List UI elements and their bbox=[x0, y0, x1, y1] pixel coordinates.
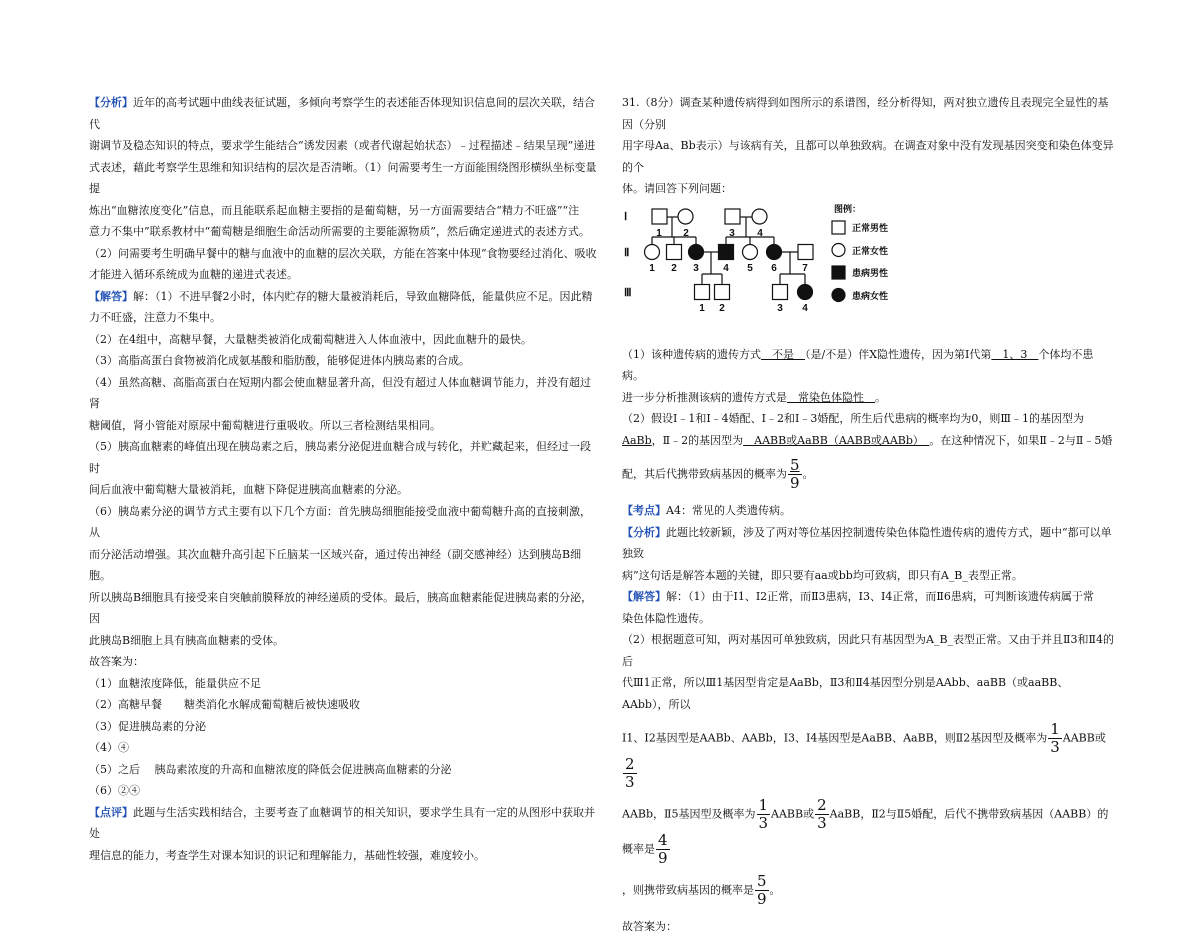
answer-blank: 不是 bbox=[761, 347, 805, 361]
gen1-male-3 bbox=[725, 209, 740, 224]
pedigree-diagram bbox=[622, 204, 922, 342]
answer-paragraph: 【解答】解：（1）不进早餐2小时，体内贮存的糖大量被消耗后，导致血糖降低，能量供应不足。因此精 bbox=[89, 289, 593, 303]
text-line: 炼出“血糖浓度变化”信息，而且能联系起血糖主要指的是葡萄糖，另一方面需要结合“精力不旺盛”“注 bbox=[89, 203, 580, 217]
legend-normal-male-icon bbox=[832, 221, 845, 234]
analysis-tag: 【分析】 bbox=[89, 96, 133, 109]
text-line: （5）胰高血糖素的峰值出现在胰岛素之后，胰岛素分泌促进血糖合成与转化，并贮藏起来，但经过一段时 bbox=[89, 440, 591, 475]
answer-2-line3: 配，其后代携带致病基因的概率为 $\frac{5}{9}$ 。 bbox=[622, 456, 814, 492]
fraction: $\frac{5}{9}$ bbox=[790, 456, 800, 492]
pedigree-chart bbox=[622, 204, 1114, 342]
text-line: AABb，Ⅱ5基因型及概率为 $\frac{1}{3}$ AABB或 $\frac{2}{3}$ AaBB，Ⅱ2与Ⅱ5婚配，后代不携带致病基因（AABB）的概率是 $\frac{4}{9}$ bbox=[622, 796, 1109, 867]
analysis-tag: 【分析】 bbox=[622, 525, 666, 539]
comment-tag: 【点评】 bbox=[89, 805, 133, 819]
gen2-female-5 bbox=[743, 244, 758, 259]
gen3-number: 4 bbox=[802, 302, 808, 314]
gen-label-2: Ⅱ bbox=[624, 246, 630, 259]
text-line: 才能进入循环系统成为血糖的递进式表述。 bbox=[89, 268, 298, 281]
text-line: （4）④ bbox=[89, 741, 129, 754]
text-line: （3）促进胰岛素的分泌 bbox=[89, 719, 206, 733]
gen1-male-1 bbox=[652, 209, 667, 224]
answer-paragraph: 【解答】解：（1）由于Ⅰ1、Ⅰ2正常，而Ⅱ3患病，Ⅰ3、Ⅰ4正常，而Ⅱ6患病，可判断该遗传病属于常 bbox=[622, 590, 1094, 603]
gen3-affected-female-4 bbox=[798, 284, 813, 299]
answer-2-line2: AaBb，Ⅱ﹣2的基因型为 AABB或AaBB（AABB或AABb） 。在这种情况下，如果Ⅱ﹣2与Ⅱ﹣5婚 bbox=[622, 433, 1113, 447]
text-line: 代Ⅲ1正常，所以Ⅲ1基因型肯定是AaBb，Ⅱ3和Ⅱ4基因型分别是AAbb、aaBB（或aaBB、AAbb），所以 bbox=[622, 676, 1069, 711]
pedigree-legend bbox=[832, 204, 888, 302]
text-line: （2）问需要考生明确早餐中的糖与血液中的血糖的层次关联，方能在答案中体现“食物要经过消化、吸收 bbox=[89, 246, 597, 260]
gen2-number: 7 bbox=[802, 262, 808, 274]
gen1-female-4 bbox=[752, 209, 767, 224]
left-column bbox=[89, 92, 601, 866]
answer-1-line2: 进一步分析推测该病的遗传方式是 常染色体隐性 。 bbox=[622, 390, 886, 404]
text-line: Ⅰ1、Ⅰ2基因型是AABb、AABb，Ⅰ3、Ⅰ4基因型是AaBB、AaBB，则Ⅱ2基因型及概率为 $\frac{1}{3}$ AABB或 $\frac{2}{3}$ bbox=[622, 720, 1106, 791]
gen3-number: 3 bbox=[777, 302, 783, 314]
analysis-paragraph: 【分析】此题比较新颖，涉及了两对等位基因控制遗传染色体隐性遗传病的遗传方式，题中“都可以单独致 bbox=[622, 525, 1112, 560]
fraction: $\frac{2}{3}$ bbox=[817, 796, 827, 832]
gen3-male-3 bbox=[773, 284, 788, 299]
answer-2-line: （2）假设Ⅰ﹣1和Ⅰ﹣4婚配、Ⅰ﹣2和Ⅰ﹣3婚配，所生后代患病的概率均为0，则Ⅲ﹣1的基因型为 bbox=[622, 412, 1084, 425]
legend-title: 图例： bbox=[834, 203, 862, 214]
text-line: 病”这句话是解答本题的关键，即只要有aa或bb均可致病，即只有A_B_表型正常。 bbox=[622, 568, 1023, 582]
gen1-number: 1 bbox=[656, 227, 662, 239]
gen2-male-7 bbox=[798, 244, 813, 259]
keypoint-paragraph: 【考点】A4：常见的人类遗传病。 bbox=[622, 504, 791, 517]
gen1-number: 4 bbox=[757, 227, 763, 239]
answer-tag: 【解答】 bbox=[622, 590, 666, 603]
gen2-male-2 bbox=[667, 244, 682, 259]
text-line: （2）在4组中，高糖早餐，大量糖类被消化成葡萄糖进入人体血液中，因此血糖升的最快。 bbox=[89, 332, 532, 346]
gen-label-3: Ⅲ bbox=[624, 286, 632, 299]
text-line: 染色体隐性遗传。 bbox=[622, 611, 710, 625]
gen2-female-1 bbox=[645, 244, 660, 259]
text-line: 理信息的能力，考查学生对课本知识的识记和理解能力，基础性较强，难度较小。 bbox=[89, 848, 485, 862]
text-line: （5）之后 胰岛素浓度的升高和血糖浓度的降低会促进胰高血糖素的分泌 bbox=[89, 762, 452, 776]
answer-tag: 【解答】 bbox=[89, 289, 133, 303]
gen1-number: 2 bbox=[683, 227, 689, 239]
gen3-male-1 bbox=[695, 284, 710, 299]
text-line: ，则携带致病基因的概率是 $\frac{5}{9}$ 。 bbox=[622, 872, 781, 908]
gen2-number: 1 bbox=[649, 262, 655, 274]
text-line: 意力不集中”联系教材中“葡萄糖是细胞生命活动所需要的主要能源物质”，然后确定递进式的表述方式。 bbox=[89, 225, 590, 238]
text-line: 式表述，藉此考察学生思维和知识结构的层次是否清晰。（1）问需要考生一方面能围绕图形横纵坐标变量提 bbox=[89, 160, 597, 195]
gen1-female-2 bbox=[678, 209, 693, 224]
legend-label: 正常女性 bbox=[852, 245, 889, 256]
text-line: 故答案为： bbox=[622, 920, 677, 933]
question-line: 31.（8分）调查某种遗传病得到如图所示的系谱图，经分析得知，两对独立遗传且表现完全显性的基因（分别 bbox=[622, 96, 1109, 131]
question-line: 体。请回答下列问题： bbox=[622, 182, 732, 195]
text-line: （6）胰岛素分泌的调节方式主要有以下几个方面：首先胰岛细胞能接受血液中葡萄糖升高的直接刺激，从 bbox=[89, 504, 591, 539]
fraction: $\frac{2}{3}$ bbox=[625, 755, 635, 791]
text-line: 故答案为： bbox=[89, 655, 144, 668]
text-line: （3）高脂高蛋白食物被消化成氨基酸和脂肪酸，能够促进体内胰岛素的合成。 bbox=[89, 354, 470, 367]
question-line: 用字母Aa、Bb表示）与该病有关，且都可以单独致病。在调查对象中没有发现基因突变和染色体变异的个 bbox=[622, 139, 1114, 174]
gen2-affected-male-4 bbox=[719, 244, 734, 259]
keypoint-tag: 【考点】 bbox=[622, 504, 666, 517]
legend-label: 正常男性 bbox=[852, 222, 889, 233]
fraction: $\frac{1}{3}$ bbox=[1050, 720, 1060, 756]
gen2-number: 4 bbox=[723, 262, 729, 274]
gen2-affected-female-6 bbox=[767, 244, 782, 259]
legend-affected-male-icon bbox=[832, 266, 845, 279]
text-line: 糖阈值，肾小管能对原尿中葡萄糖进行重吸收。所以三者检测结果相同。 bbox=[89, 418, 441, 432]
text-line: （2）高糖早餐 糖类消化水解成葡萄糖后被快速吸收 bbox=[89, 698, 360, 711]
answer-blank: 1、3 bbox=[991, 347, 1039, 361]
text-line: 此胰岛B细胞上具有胰高血糖素的受体。 bbox=[89, 633, 285, 647]
answer-blank: 常染色体隐性 bbox=[787, 390, 875, 404]
text-line: （4）虽然高糖、高脂高蛋白在短期内都会使血糖显著升高，但没有超过人体血糖调节能力，并没有超过肾 bbox=[89, 375, 591, 410]
legend-affected-female-icon bbox=[832, 288, 845, 301]
fraction: $\frac{4}{9}$ bbox=[658, 831, 668, 867]
gen3-number: 1 bbox=[699, 302, 705, 314]
text-line: 间后血液中葡萄糖大量被消耗，血糖下降促进胰高血糖素的分泌。 bbox=[89, 483, 408, 496]
gen2-number: 3 bbox=[693, 262, 699, 274]
text-line: 所以胰岛B细胞具有接受来自突触前膜释放的神经递质的受体。最后，胰高血糖素能促进胰岛素的分泌，因 bbox=[89, 590, 593, 625]
answer-blank: AaBb bbox=[622, 433, 652, 447]
fraction: $\frac{5}{9}$ bbox=[757, 872, 767, 908]
legend-label: 患病男性 bbox=[852, 267, 889, 278]
text-line: 谢调节及稳态知识的特点，要求学生能结合“诱发因素（或者代谢起始状态）﹣过程描述﹣结果呈现”递进 bbox=[89, 139, 596, 152]
gen3-male-2 bbox=[715, 284, 730, 299]
text-line: 力不旺盛，注意力不集中。 bbox=[89, 311, 221, 324]
fraction: $\frac{1}{3}$ bbox=[758, 796, 769, 832]
text-line: （2）根据题意可知，两对基因可单独致病，因此只有基因型为A_B_表型正常。又由于并且Ⅱ3和Ⅱ4的后 bbox=[622, 633, 1114, 668]
answer-blank: AABB或AaBB（AABB或AABb） bbox=[743, 433, 930, 447]
legend-label: 患病女性 bbox=[852, 290, 889, 301]
gen2-number: 5 bbox=[747, 262, 753, 274]
analysis-paragraph: 【分析】近年的高考试题中曲线表征试题，多倾向考察学生的表述能否体现知识信息间的层次关联，结合代 bbox=[89, 96, 595, 131]
text-line: （6）②④ bbox=[89, 784, 140, 797]
text-line: （1）血糖浓度降低，能量供应不足 bbox=[89, 676, 261, 690]
right-column bbox=[622, 92, 1114, 938]
gen2-number: 2 bbox=[671, 262, 677, 274]
gen2-number: 6 bbox=[771, 262, 777, 274]
gen-label-1: Ⅰ bbox=[624, 210, 628, 223]
gen2-affected-female-3 bbox=[689, 244, 704, 259]
answer-1-line: （1）该种遗传病的遗传方式 不是 （是/不是）伴X隐性遗传，因为第Ⅰ代第 1、3 个体均不患病。 bbox=[622, 347, 1094, 382]
gen3-number: 2 bbox=[719, 302, 725, 314]
text-line: 而分泌活动增强。其次血糖升高引起下丘脑某一区域兴奋，通过传出神经（副交感神经）达到胰岛B细胞。 bbox=[89, 547, 582, 582]
gen1-number: 3 bbox=[729, 227, 735, 239]
comment-paragraph: 【点评】此题与生活实践相结合，主要考查了血糖调节的相关知识，要求学生具有一定的从图形中获取并处 bbox=[89, 805, 595, 840]
legend-normal-female-icon bbox=[832, 243, 845, 256]
